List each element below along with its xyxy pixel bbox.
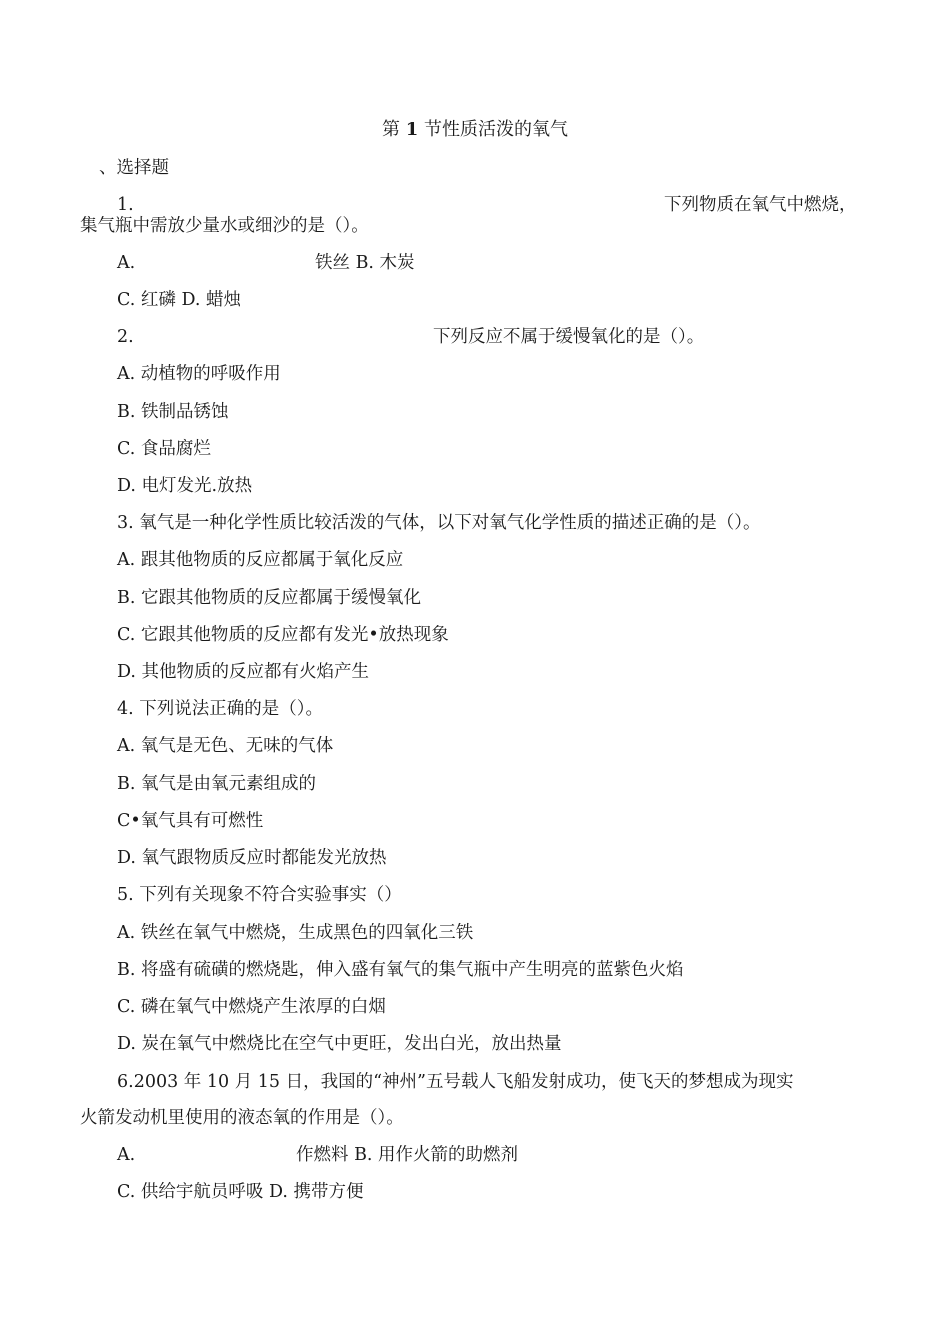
section-number: 1 <box>405 119 419 140</box>
question-2-text: 下列反应不属于缓慢氧化的是（）。 <box>433 327 705 347</box>
question-1-option-a-label: A. <box>117 253 136 273</box>
question-5-option-c: C. 磷在氧气中燃烧产生浓厚的白烟 <box>117 997 386 1017</box>
question-3-option-b: B. 它跟其他物质的反应都属于缓慢氧化 <box>117 588 421 608</box>
question-2-option-c: C. 食品腐烂 <box>117 439 211 459</box>
question-5-option-a: A. 铁丝在氧气中燃烧，生成黑色的四氧化三铁 <box>117 923 474 943</box>
question-2-option-a: A. 动植物的呼吸作用 <box>117 364 281 384</box>
question-1-text-cont: 集气瓶中需放少量水或细沙的是（）。 <box>80 216 369 236</box>
question-1-option-c: C. 红磷 D. 蜡烛 <box>117 290 241 310</box>
question-4-option-d: D. 氧气跟物质反应时都能发光放热 <box>117 848 387 868</box>
question-1-number: 1. <box>117 195 134 215</box>
question-4-text: 4. 下列说法正确的是（）。 <box>117 699 324 719</box>
question-5-option-b: B. 将盛有硫磺的燃烧匙，伸入盛有氧气的集气瓶中产生明亮的蓝紫色火焰 <box>117 960 684 980</box>
question-3-option-d: D. 其他物质的反应都有火焰产生 <box>117 662 370 682</box>
question-5-option-d: D. 炭在氧气中燃烧比在空气中更旺，发出白光，放出热量 <box>117 1034 562 1054</box>
question-3-option-c: C. 它跟其他物质的反应都有发光•放热现象 <box>117 625 449 645</box>
question-2-number: 2. <box>117 327 134 347</box>
question-6-text: 6.2003 年 10 月 15 日，我国的“神州”五号载人飞船发射成功，使飞天的梦想成为现实 <box>117 1072 794 1092</box>
question-4-option-c: C•氧气具有可燃性 <box>117 811 264 831</box>
question-2-option-b: B. 铁制品锈蚀 <box>117 402 229 422</box>
question-6-option-a-label: A. <box>117 1145 136 1165</box>
page-title: 第 1 节性质活泼的氧气 <box>382 119 568 140</box>
question-4-option-a: A. 氧气是无色、无味的气体 <box>117 736 334 756</box>
question-6-option-a: 作燃料 B. 用作火箭的助燃剂 <box>296 1145 519 1165</box>
question-3-text: 3. 氧气是一种化学性质比较活泼的气体，以下对氧气化学性质的描述正确的是（）。 <box>117 513 761 533</box>
question-6-text-cont: 火箭发动机里使用的液态氧的作用是（）。 <box>80 1108 404 1128</box>
question-1-text: 下列物质在氧气中燃烧， <box>664 195 857 215</box>
question-4-option-b: B. 氧气是由氧元素组成的 <box>117 774 316 794</box>
section-heading: 、选择题 <box>99 158 169 178</box>
question-1-option-a: 铁丝 B. 木炭 <box>315 253 415 273</box>
question-6-option-c: C. 供给宇航员呼吸 D. 携带方便 <box>117 1182 364 1202</box>
question-5-text: 5. 下列有关现象不符合实验事实（） <box>117 885 402 905</box>
question-2-option-d: D. 电灯发光.放热 <box>117 476 253 496</box>
question-3-option-a: A. 跟其他物质的反应都属于氧化反应 <box>117 550 404 570</box>
